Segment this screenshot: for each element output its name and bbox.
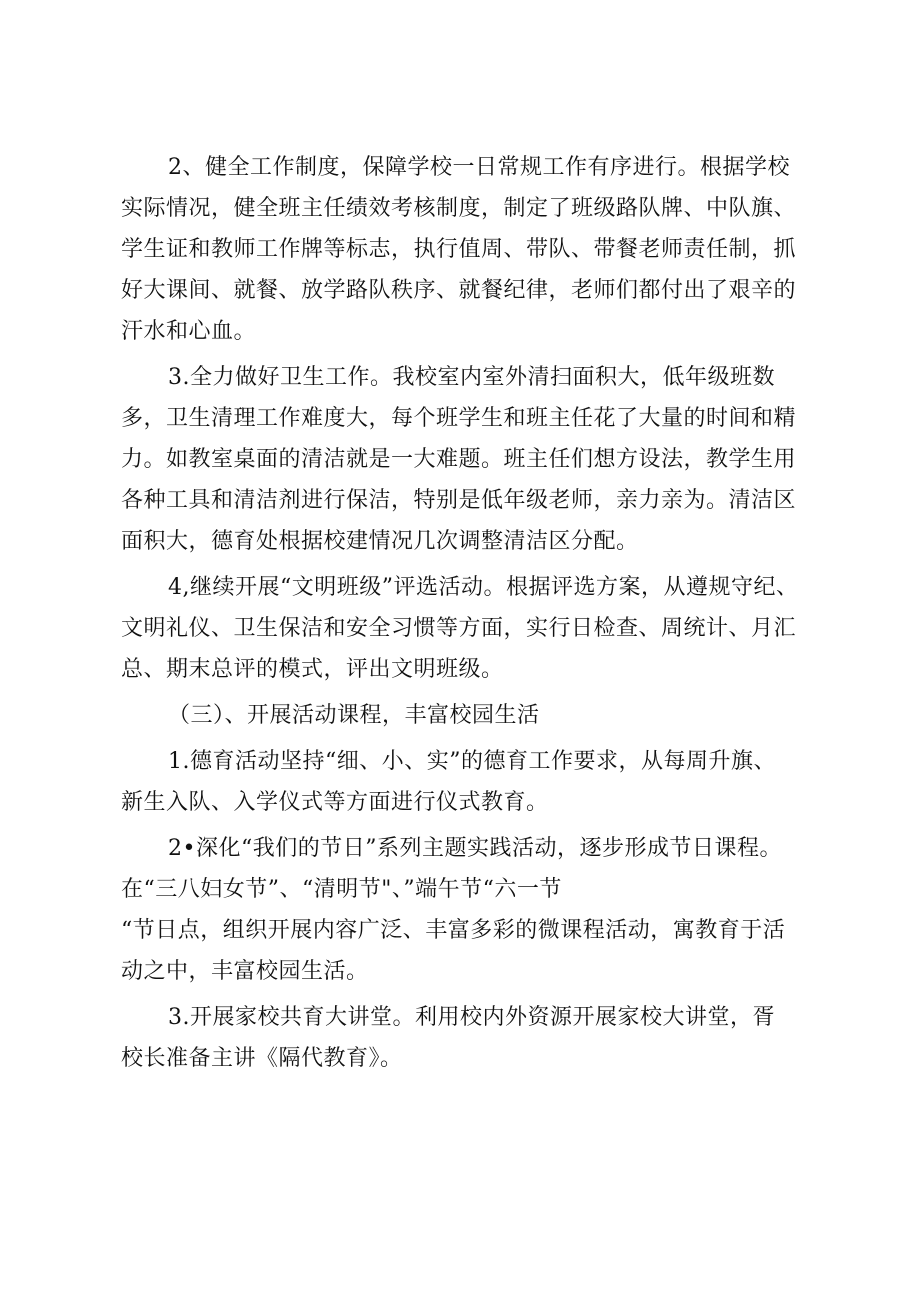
paragraph-line: 校长准备主讲《隔代教育》。 (121, 1046, 403, 1071)
paragraph-line: 3.开展家校共育大讲堂。利用校内外资源开展家校大讲堂，胥 (168, 1005, 775, 1030)
paragraph-line: 动之中，丰富校园生活。 (121, 959, 369, 984)
paragraph-line: “节日点，组织开展内容广泛、丰富多彩的微课程活动，寓教育于活 (121, 918, 786, 943)
paragraph-line: 力。如教室桌面的清洁就是一大难题。班主任们想方设法，教学生用 (121, 447, 797, 472)
paragraph-line: 1.德育活动坚持“细、小、实”的德育工作要求，从每周升旗、 (168, 749, 776, 774)
paragraph-line: 实际情况，健全班主任绩效考核制度，制定了班级路队牌、中队旗、 (121, 196, 797, 221)
paragraph-line: 学生证和教师工作牌等标志，执行值周、带队、带餐老师责任制，抓 (121, 237, 797, 262)
paragraph-line: 好大课间、就餐、放学路队秩序、就餐纪律，老师们都付出了艰辛的 (121, 278, 797, 303)
paragraph-line: 总、期末总评的模式，评出文明班级。 (121, 657, 504, 682)
paragraph-line: 面积大，德育处根据校建情况几次调整清洁区分配。 (121, 529, 639, 554)
paragraph-line: 2、健全工作制度，保障学校一日常规工作有序进行。根据学校 (168, 155, 790, 180)
paragraph-line: 多，卫生清理工作难度大，每个班学生和班主任花了大量的时间和精 (121, 406, 797, 431)
paragraph-line: 汗水和心血。 (121, 319, 257, 344)
paragraph-line: 各种工具和清洁剂进行保洁，特别是低年级老师，亲力亲为。清洁区 (121, 488, 797, 513)
paragraph-line: 新生入队、入学仪式等方面进行仪式教育。 (121, 790, 549, 815)
paragraph-line: 2•深化“我们的节日”系列主题实践活动，逐步形成节日课程。 (168, 836, 782, 861)
paragraph-line: 4,继续开展“文明班级”评选活动。根据评选方案，从遵规守纪、 (168, 575, 799, 600)
paragraph-line: 3.全力做好卫生工作。我校室内室外清扫面积大，低年级班数 (168, 365, 775, 390)
paragraph-line: 在“三八妇女节”、“清明节"、”端午节“六一节 (121, 877, 562, 902)
paragraph-line: 文明礼仪、卫生保洁和安全习惯等方面，实行日检查、周统计、月汇 (121, 616, 797, 641)
section-heading: （三）、开展活动课程，丰富校园生活 (168, 703, 540, 728)
